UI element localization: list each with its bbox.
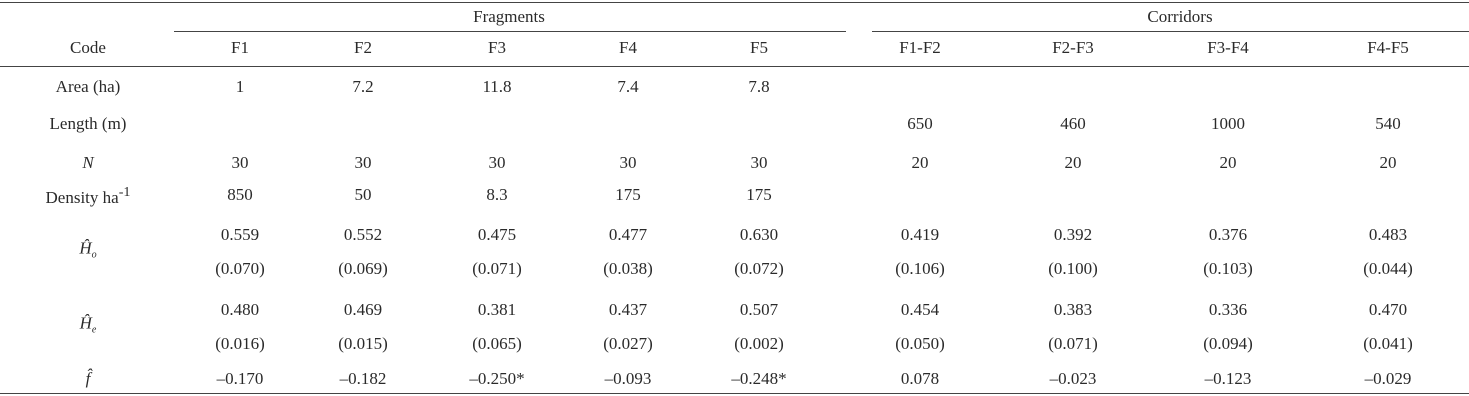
table-cell: –0.170	[216, 369, 264, 388]
row-label-text: Length (m)	[49, 114, 127, 133]
table-cell: 175	[746, 185, 772, 204]
table-cell: –0.250*	[469, 369, 525, 388]
row-label-symbol: f̂	[85, 369, 91, 388]
row-label-superscript: -1	[118, 184, 131, 201]
table-cell-sd: (0.106)	[895, 259, 945, 278]
table-cell-sd: (0.044)	[1363, 259, 1413, 278]
table-cell: 0.437	[608, 300, 648, 319]
corridors-group-header: Corridors	[1147, 7, 1213, 26]
row-label-symbol: N	[82, 153, 94, 172]
code-column-header: Code	[70, 38, 106, 57]
table-cell: 30	[488, 153, 506, 172]
table-cell: 850	[227, 185, 253, 204]
table-cell: 0.559	[220, 225, 260, 244]
column-header: F4	[619, 38, 637, 57]
table-cell: 0.383	[1053, 300, 1093, 319]
table-cell-sd: (0.103)	[1203, 259, 1253, 278]
row-label-subscript: e	[91, 324, 97, 336]
column-header: F3-F4	[1207, 38, 1249, 57]
table-cell: 50	[354, 185, 372, 204]
table-cell: –0.123	[1204, 369, 1252, 388]
table-cell: 0.552	[343, 225, 383, 244]
table-cell-sd: (0.071)	[1048, 334, 1098, 353]
table-cell-sd: (0.070)	[215, 259, 265, 278]
table-cell: 0.483	[1368, 225, 1408, 244]
table-cell: 0.376	[1208, 225, 1248, 244]
column-header: F2	[354, 38, 372, 57]
table-cell: 0.078	[900, 369, 940, 388]
table-cell: 7.2	[352, 77, 374, 96]
table-cell: 0.480	[220, 300, 260, 319]
column-header: F4-F5	[1367, 38, 1409, 57]
table-cell: 30	[750, 153, 768, 172]
table-cell: 0.477	[608, 225, 648, 244]
table-cell: 30	[354, 153, 372, 172]
fragments-rule	[174, 31, 846, 32]
header-rule	[0, 66, 1469, 67]
row-label-symbol: $Ĥ_e$	[79, 313, 97, 336]
table-cell-sd: (0.041)	[1363, 334, 1413, 353]
table-cell: 1	[235, 77, 245, 96]
table-cell: 0.419	[900, 225, 940, 244]
table-cell: –0.248*	[731, 369, 787, 388]
top-rule	[0, 2, 1469, 3]
table-cell-sd: (0.071)	[472, 259, 522, 278]
row-label	[82, 153, 93, 173]
table-cell: 175	[615, 185, 641, 204]
table-cell: 460	[1060, 114, 1086, 133]
column-header: F5	[750, 38, 768, 57]
row-label-symbol: $Ĥ_o$	[79, 238, 97, 261]
row-label-text: Area (ha)	[55, 77, 121, 96]
row-label	[56, 77, 121, 97]
table-cell: 30	[619, 153, 637, 172]
table-cell-sd: (0.050)	[895, 334, 945, 353]
table-cell: 0.630	[739, 225, 779, 244]
table-cell: 8.3	[486, 185, 508, 204]
row-label	[79, 238, 96, 265]
table-cell: 20	[911, 153, 929, 172]
table-cell: 7.4	[617, 77, 639, 96]
table-cell-sd: (0.072)	[734, 259, 784, 278]
table-cell: –0.093	[604, 369, 652, 388]
table-cell-sd: (0.038)	[603, 259, 653, 278]
corridors-rule	[872, 31, 1469, 32]
table-cell-sd: (0.015)	[338, 334, 388, 353]
table-cell-sd: (0.094)	[1203, 334, 1253, 353]
table-cell-sd: (0.016)	[215, 334, 265, 353]
table-cell: 0.336	[1208, 300, 1248, 319]
table-cell-sd: (0.100)	[1048, 259, 1098, 278]
column-header: F1-F2	[899, 38, 941, 57]
table-cell: 0.507	[739, 300, 779, 319]
table-cell-sd: (0.069)	[338, 259, 388, 278]
table-cell: 0.381	[477, 300, 517, 319]
column-header: F2-F3	[1052, 38, 1094, 57]
table-cell: 0.392	[1053, 225, 1093, 244]
row-label-subscript: o	[91, 249, 97, 261]
table-cell: 1000	[1211, 114, 1245, 133]
table-cell: 20	[1064, 153, 1082, 172]
table-cell: 20	[1379, 153, 1397, 172]
table-cell: 11.8	[482, 77, 512, 96]
table-cell-sd: (0.002)	[734, 334, 784, 353]
table-cell: –0.029	[1364, 369, 1412, 388]
table-cell-sd: (0.027)	[603, 334, 653, 353]
table-cell: 7.8	[748, 77, 770, 96]
fragments-group-header: Fragments	[473, 7, 545, 26]
row-label	[46, 182, 131, 208]
row-label	[86, 369, 91, 389]
table-cell: 0.454	[900, 300, 940, 319]
table-cell: 0.475	[477, 225, 517, 244]
table-cell: 0.469	[343, 300, 383, 319]
table-cell: 0.470	[1368, 300, 1408, 319]
row-label	[80, 313, 97, 340]
table-cell: –0.023	[1049, 369, 1097, 388]
bottom-rule	[0, 393, 1469, 394]
table-cell-sd: (0.065)	[472, 334, 522, 353]
table-cell: 540	[1375, 114, 1401, 133]
table-cell: 30	[231, 153, 249, 172]
row-label-text: Density ha	[45, 187, 119, 207]
column-header: F1	[231, 38, 249, 57]
table-cell: 20	[1219, 153, 1237, 172]
row-label	[50, 114, 127, 134]
column-header: F3	[488, 38, 506, 57]
table-cell: –0.182	[339, 369, 387, 388]
table-cell: 650	[907, 114, 933, 133]
